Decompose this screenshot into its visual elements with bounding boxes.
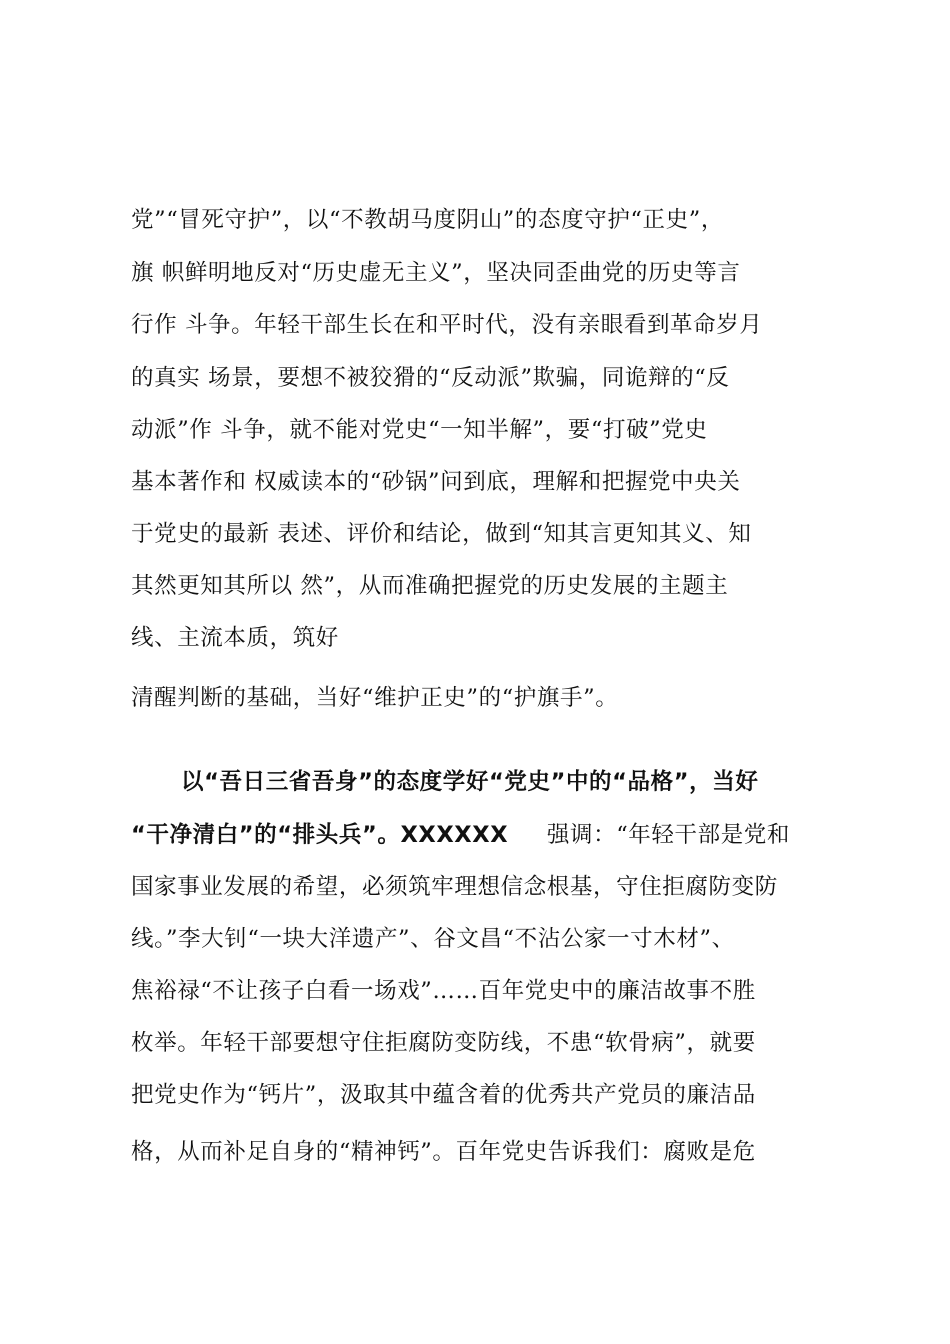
paragraph-1-line-7: 于党史的最新 表述、评价和结论，做到“知其言更知其义、知: [131, 521, 752, 547]
paragraph-1-line-6: 基本著作和 权威读本的“砂锅”问到底，理解和把握党中央关: [131, 469, 741, 495]
paragraph-2-line-1: 国家事业发展的希望，必须筑牢理想信念根基，守住拒腐防变防: [131, 874, 778, 900]
paragraph-1-line-5: 动派”作 斗争，就不能对党史“一知半解”，要“打破”党史: [131, 417, 708, 443]
paragraph-2-line-2: 线。”李大钊“一块大洋遗产”、谷文昌“不沾公家一寸木材”、: [131, 926, 735, 952]
paragraph-2-line-4: 枚举。年轻干部要想守住拒腐防变防线，不患“软骨病”，就要: [131, 1030, 756, 1056]
paragraph-1-line-8: 其然更知其所以 然”，从而准确把握党的历史发展的主题主: [131, 573, 729, 599]
paragraph-1-line-4: 的真实 场景，要想不被狡猾的“反动派”欺骗，同诡辩的“反: [131, 365, 730, 391]
paragraph-1-line-2: 旗 帜鲜明地反对“历史虚无主义”，坚决同歪曲党的历史等言: [131, 260, 741, 286]
paragraph-2-heading-line-2: [131, 820, 831, 850]
paragraph-2-line-3: 焦裕禄“不让孩子白看一场戏”……百年党史中的廉洁故事不胜: [131, 978, 756, 1004]
paragraph-1-line-9: 线、主流本质，筑好: [131, 625, 339, 651]
paragraph-1-line-10: 清醒判断的基础，当好“维护正史”的“护旗手”。: [131, 685, 619, 711]
paragraph-2-line-6: 格，从而补足自身的“精神钙”。百年党史告诉我们：腐败是危: [131, 1139, 756, 1165]
paragraph-1-line-1: 党”“冒死守护”，以“不教胡马度阴山”的态度守护“正史”，: [131, 207, 724, 233]
paragraph-1-line-3: 行作 斗争。年轻干部生长在和平时代，没有亲眼看到革命岁月: [131, 312, 763, 338]
paragraph-2-heading-rest: 强调：“年轻干部是党和: [508, 822, 791, 848]
paragraph-2-heading-line-1: 以“吾日三省吾身”的态度学好“党史”中的“品格”，当好: [181, 769, 759, 795]
paragraph-2-line-5: 把党史作为“钙片”，汲取其中蕴含着的优秀共产党员的廉洁品: [131, 1082, 756, 1108]
paragraph-2-heading-bold: “干净清白”的“排头兵”。XXXXXX: [131, 822, 509, 848]
